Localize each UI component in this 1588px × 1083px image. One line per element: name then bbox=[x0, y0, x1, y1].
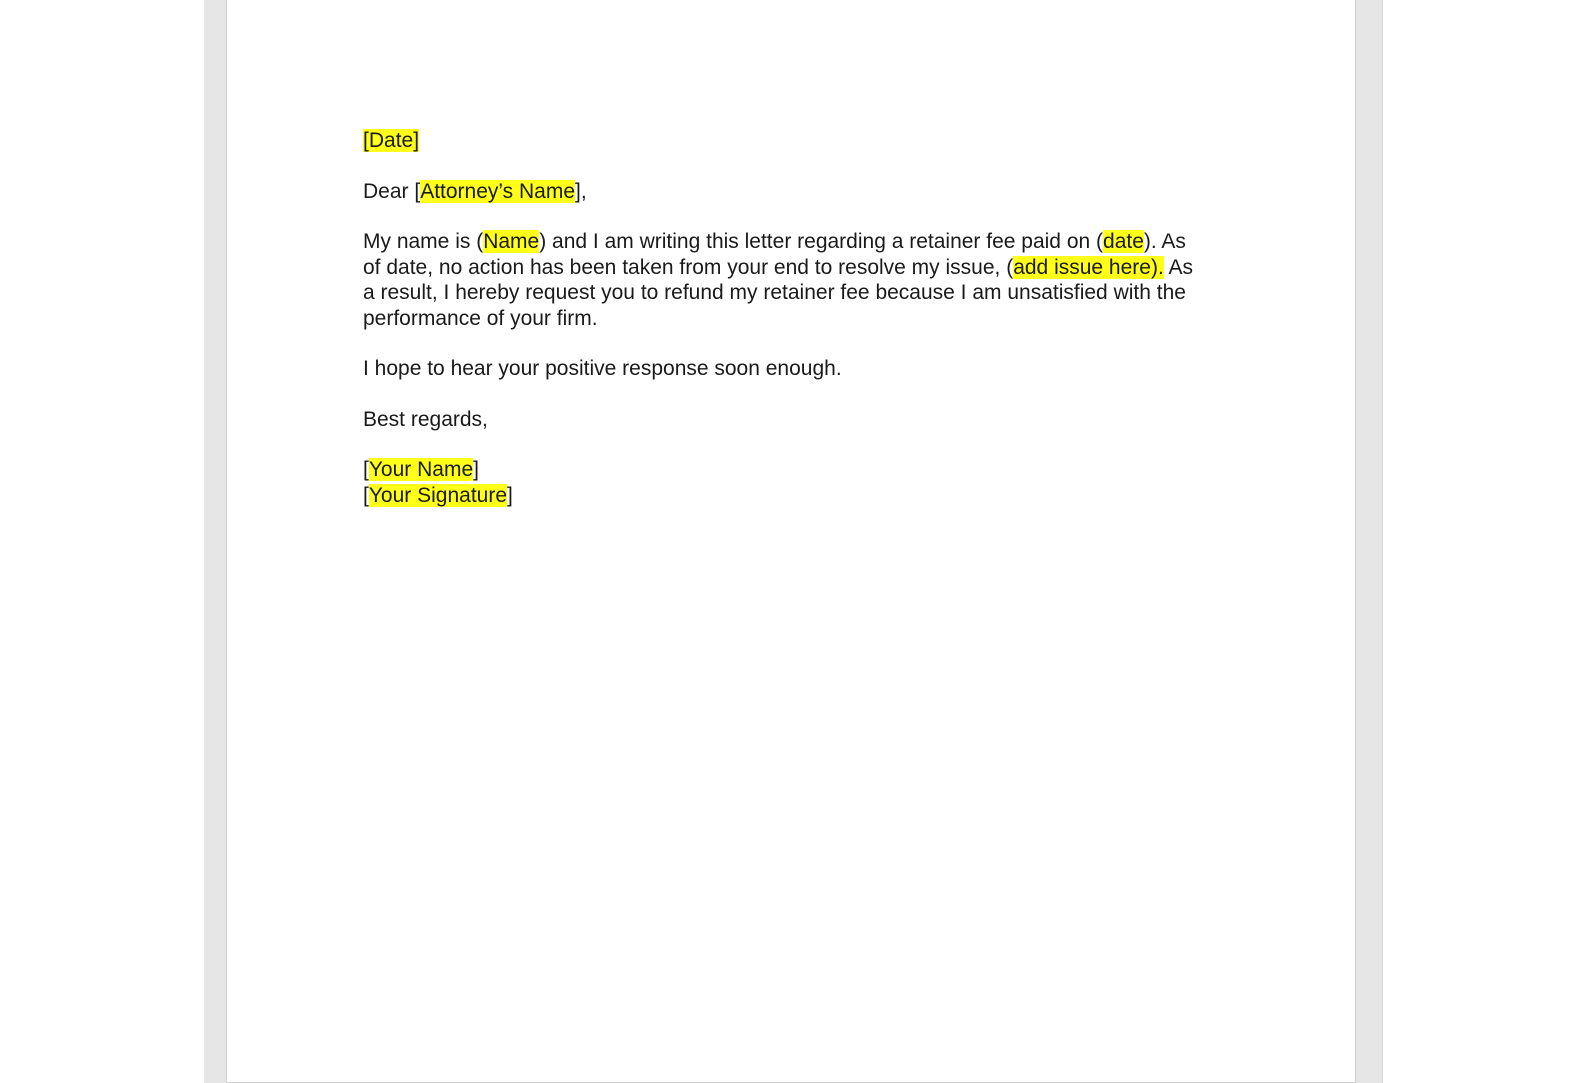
body-text-3: ). As of date, no action has been taken from your end to resolve my issue, ( bbox=[363, 230, 1186, 279]
your-signature-placeholder[interactable]: Your Signature bbox=[368, 483, 508, 507]
name-placeholder[interactable]: Name bbox=[483, 230, 540, 253]
salutation-prefix: Dear [ bbox=[363, 179, 421, 203]
body-text-4: As a result, I hereby request you to refund my retainer fee because I am unsatisfied with the performance of your firm. bbox=[363, 255, 1193, 330]
date-field[interactable] bbox=[363, 129, 419, 152]
closing-line: I hope to hear your positive response soon enough. bbox=[363, 357, 842, 380]
date-open-bracket: [ bbox=[363, 129, 369, 152]
your-name-line bbox=[363, 457, 1205, 483]
attorney-name-placeholder[interactable]: Attorney’s Name bbox=[420, 179, 576, 203]
date-close-bracket: ] bbox=[413, 129, 420, 152]
document-page[interactable] bbox=[226, 0, 1356, 1083]
salutation-suffix: ], bbox=[575, 179, 587, 203]
issue-placeholder[interactable]: add issue here). bbox=[1013, 255, 1164, 279]
body-text-1: My name is ( bbox=[363, 230, 484, 253]
paid-date-placeholder[interactable]: date bbox=[1103, 230, 1144, 253]
your-name-close-bracket: ] bbox=[473, 458, 479, 481]
your-signature-line bbox=[363, 483, 1205, 509]
your-signature-close-bracket: ] bbox=[507, 483, 513, 507]
your-name-open-bracket: [ bbox=[363, 458, 369, 481]
body-paragraph bbox=[363, 229, 1205, 331]
body-text-2: ) and I am writing this letter regarding a retainer fee paid on ( bbox=[539, 230, 1104, 253]
your-signature-open-bracket: [ bbox=[363, 483, 369, 507]
document-viewer bbox=[204, 0, 1383, 1083]
letter-body[interactable] bbox=[363, 128, 1205, 508]
signoff-line: Best regards, bbox=[363, 407, 488, 431]
salutation-line bbox=[363, 179, 1205, 205]
date-line bbox=[363, 128, 1205, 154]
date-placeholder: Date bbox=[368, 129, 414, 152]
your-name-placeholder[interactable]: Your Name bbox=[368, 458, 474, 481]
